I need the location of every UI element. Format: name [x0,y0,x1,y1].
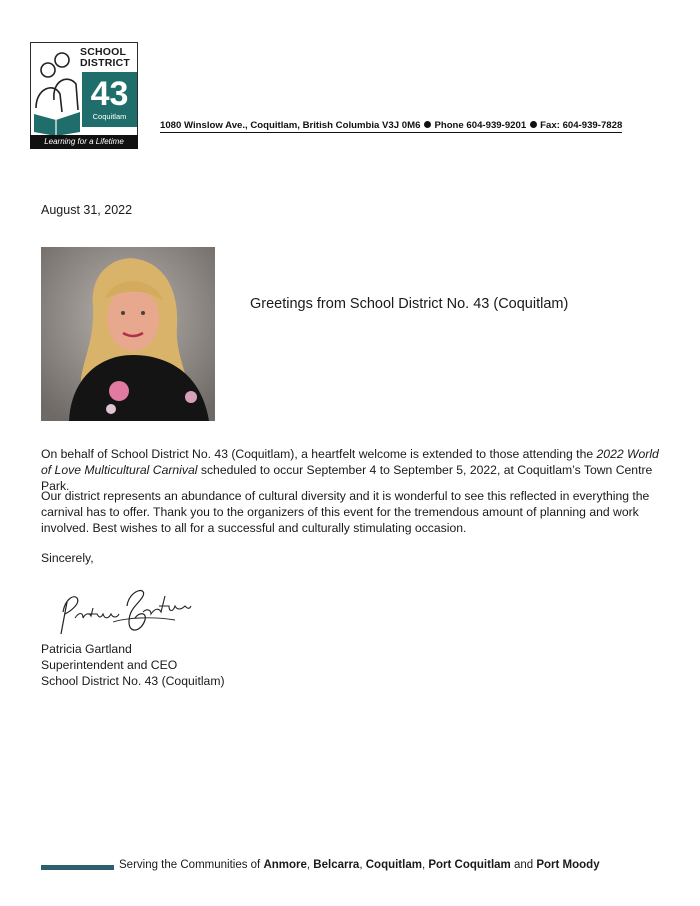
event-name: 2022 World of Love Multicultural Carnival [41,447,659,477]
handwritten-signature [55,582,195,640]
address-phone: Phone 604-939-9201 [434,120,527,131]
footer-prefix: Serving the Communities of [119,859,264,871]
footer-separator: , [421,859,429,871]
footer-accent-bar [41,865,114,870]
greeting-heading: Greetings from School District No. 43 (Coquitlam) [250,296,569,312]
logo-district-text: DISTRICT [80,57,131,69]
community-anmore: Anmore [263,859,307,871]
signer-block [41,641,225,689]
welcome-paragraph [41,446,669,494]
portrait-image [41,247,215,421]
signer-name: Patricia Gartland [41,642,132,656]
letter-date: August 31, 2022 [41,203,133,217]
community-port-coquitlam: Port Coquitlam [428,859,511,871]
community-coquitlam: Coquitlam [365,859,422,871]
logo-number-box [82,72,137,127]
footer-and: and [510,859,537,871]
signer-title: Superintendent and CEO [41,658,178,672]
footer-separator: , [306,859,314,871]
school-district-logo [30,42,140,152]
diversity-paragraph: Our district represents an abundance of cultural diversity and it is wonderful to see this reflected in everything the carnival has to offer. Thank you to the organizers of this event for the tremendous amount of planning and work involved. Best wishes to all for a successful and culturally stimulating occasion. [41,489,650,535]
community-port-moody: Port Moody [536,859,600,871]
logo-tagline: Learning for a Lifetime [30,135,138,149]
community-belcarra: Belcarra [313,859,360,871]
letterhead-address [160,120,622,133]
address-street: 1080 Winslow Ave., Coquitlam, British Columbia V3J 0M6 [160,120,421,131]
bullet-icon [424,121,431,128]
welcome-text-end: scheduled to occur September 4 to September 5, 2022, at Coquitlam’s Town Centre Park. [41,463,653,493]
footer-separator: , [359,859,366,871]
footer-communities [119,859,600,871]
logo-school-text: SCHOOL [80,46,127,58]
address-fax: Fax: 604-939-7828 [540,120,623,131]
logo-number: 43 [90,75,129,113]
portrait-photo [41,247,215,421]
closing-salutation: Sincerely, [41,551,94,565]
logo-city: Coquitlam [92,112,127,121]
bullet-icon [530,121,537,128]
people-reading-icon [32,50,82,135]
welcome-text-start: On behalf of School District No. 43 (Coquitlam), a heartfelt welcome is extended to those attending the [41,447,597,461]
signer-organization: School District No. 43 (Coquitlam) [41,674,225,688]
